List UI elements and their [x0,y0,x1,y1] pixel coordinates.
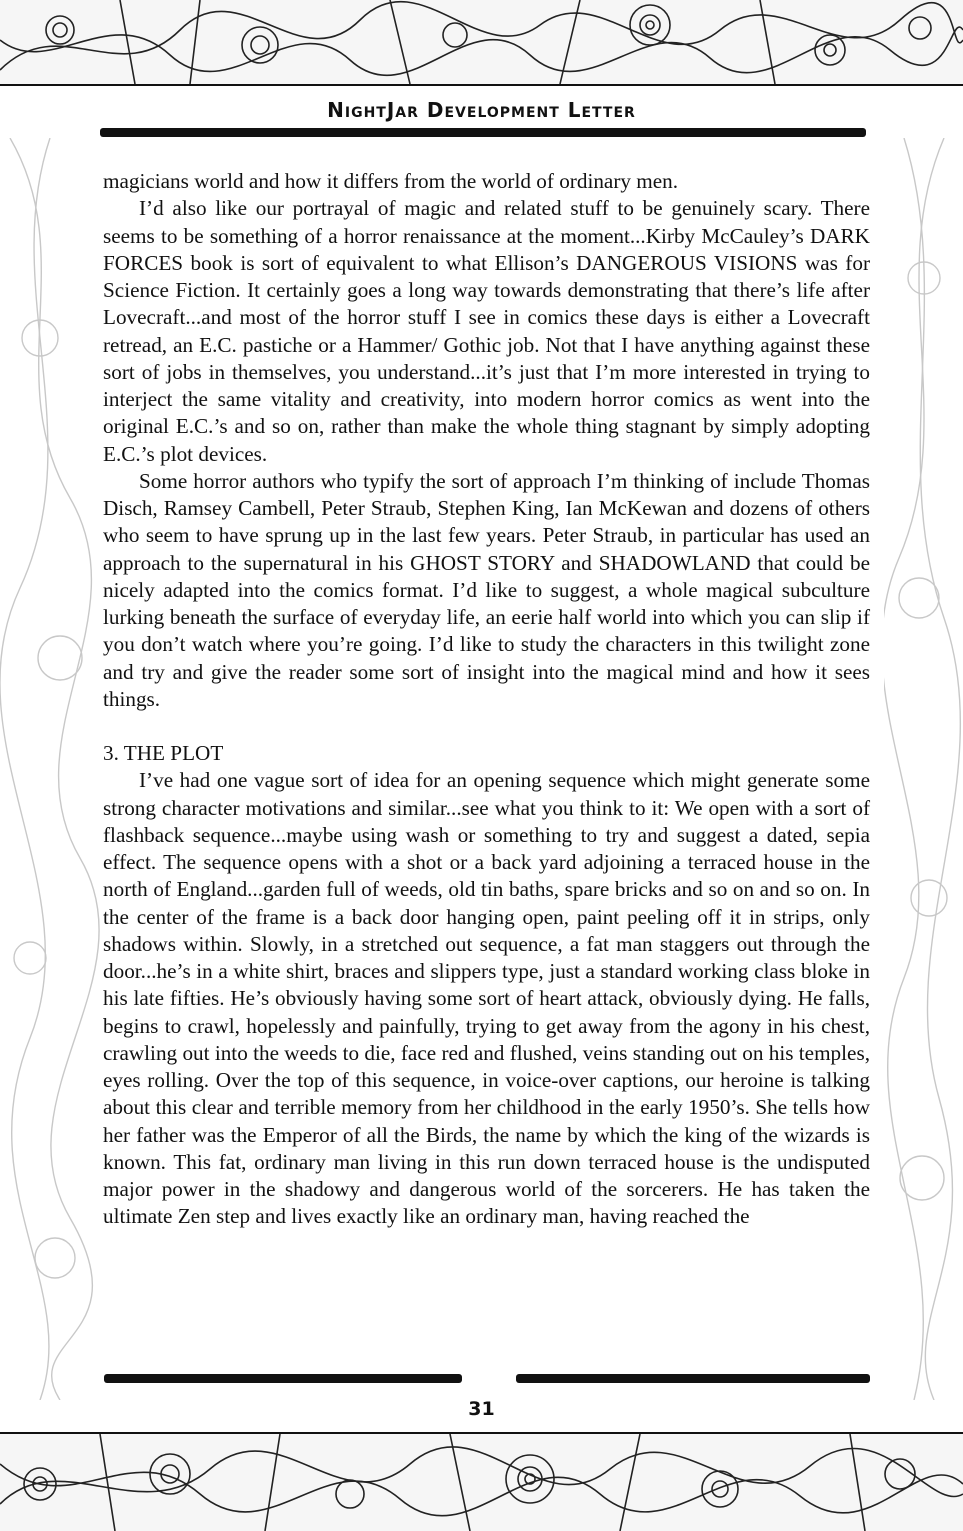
paragraph: I’ve had one vague sort of idea for an opening sequence which might generate some strong character motivations and similar...see what you think to it: We open with a sort of flashback sequence...maybe using wash or something to try and suggest a dated, sepia effect. The sequence opens with a shot or a back yard adjoining a terraced house in the north of England...garden full of weeds, old tin baths, spare bricks and so on and so on. In the center of the frame is a back door hanging open, paint peeling off it in strips, only shadows within. Slowly, in a stretched out sequence, a fat man staggers out through the door...he’s in a white shirt, braces and slippers type, just a standard working class bloke in his late fifties. He’s obviously having some sort of heart attack, obviously dying. He falls, begins to crawl, hopelessly and painfully, trying to get away from the agony in his chest, crawling out into the weeds to die, face red and flushed, veins standing out on his temples, eyes rolling. Over the top of this sequence, in voice-over captions, our heroine is talking about this clear and terrible memory from her childhood in the early 1950’s. She tells how her father was the Emperor of all the Birds, the name by which the king of the wizards is known. This fat, ordinary man living in this run down terraced house is the undisputed major power in the shadowy and dangerous world of the sorcerers. He has taken the ultimate Zen step and lives exactly like an ordinary man, having reached the [103,768,870,1229]
footer-rule-right [516,1374,870,1383]
page-header-title: NightJar Development Letter [327,98,636,122]
paragraph: I’d also like our portrayal of magic and related stuff to be genuinely scary. There seems to be something of a horror renaissance at the moment...Kirby McCauley’s DARK FORCES book is sort of equivalent to what Ellison’s DANGEROUS VISIONS was for Science Fiction. It certainly goes a long way towards demonstrating that there’s life after Lovecraft...and most of the horror stuff I see in comics these days is either a Lovecraft retread, an E.C. pastiche or a Hammer/ Gothic job. Not that I have anything against these sort of jobs in themselves, you understand...it’s just that I’m more interested in trying to interject the same vitality and creativity, into modern horror comics as went into the original E.C.’s and so on, rather than make the whole thing stagnant by simply adopting E.C.’s plot devices. [103,196,870,466]
paragraph-continued: magicians world and how it differs from the world of ordinary men. [103,169,679,193]
paragraph: Some horror authors who typify the sort of approach I’m thinking of include Thomas Disch, Ramsey Cambell, Peter Straub, Stephen King, Ian McKewan and dozens of others who seem to have sprung up in the last few years. Peter Straub, in particular has used an approach to the supernatural in his GHOST STORY and SHADOWLAND that could be nicely adapted into the comics format. I’d like to suggest, a whole magical subculture lurking beneath the surface of everyday life, an eerie half world into which you can slip if you don’t watch where you’re going. I’d like to study the characters in this twilight zone and try and give the reader some sort of insight into the magical mind and how it sees things. [103,468,870,711]
document-body [103,168,870,1231]
page-number: 31 [468,1398,495,1420]
footer-rule-left [104,1374,462,1383]
section-heading: 3. THE PLOT [103,741,224,765]
top-border-illustration [0,0,963,86]
bottom-border-illustration [0,1432,963,1531]
left-margin-illustration [0,138,100,1400]
right-margin-illustration [884,138,963,1400]
header-rule [100,128,866,137]
